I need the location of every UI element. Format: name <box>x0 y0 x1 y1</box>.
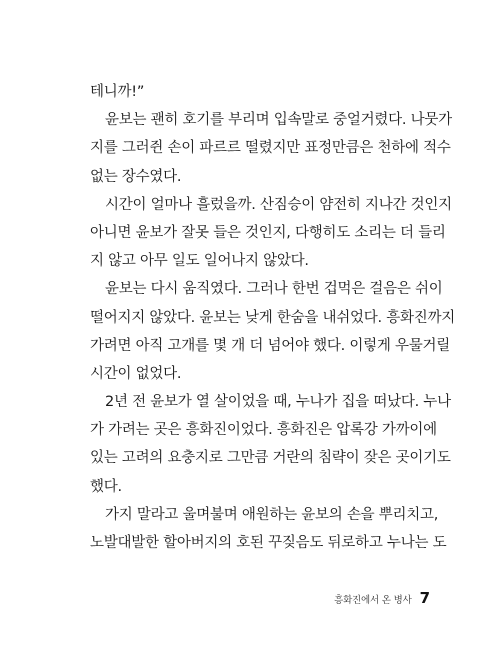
running-title: 흥화진에서 온 병사 <box>334 595 412 606</box>
text-line: 아니면 윤보가 잘못 들은 것인지, 다행히도 소리는 더 들리 <box>90 224 446 241</box>
text-line: 있는 고려의 요충지로 그만큼 거란의 침략이 잦은 곳이기도 <box>90 450 451 467</box>
text-line: 가려면 아직 고개를 몇 개 더 넘어야 했다. 이렇게 우물거릴 <box>90 337 451 354</box>
page-footer <box>334 589 430 607</box>
text-line: 테니까!” <box>90 84 145 100</box>
text-line: 지 않고 아무 일도 일어나지 않았다. <box>90 253 309 270</box>
text-line: 지를 그러쥔 손이 파르르 떨렸지만 표정만큼은 천하에 적수 <box>90 140 451 157</box>
text-line: 2년 전 윤보가 열 살이었을 때, 누나가 집을 떠났다. 누나 <box>105 394 451 411</box>
text-line: 시간이 얼마나 흘렀을까. 산짐승이 얌전히 지나간 것인지 <box>105 196 452 213</box>
text-line: 윤보는 괜히 호기를 부리며 입속말로 중얼거렸다. 나뭇가 <box>105 112 452 129</box>
text-line: 가 가려는 곳은 흥화진이었다. 흥화진은 압록강 가까이에 <box>90 422 437 439</box>
text-line: 가지 말라고 울며불며 애원하는 윤보의 손을 뿌리치고, <box>105 506 439 523</box>
text-line: 했다. <box>90 478 122 495</box>
text-line: 없는 장수였다. <box>90 168 182 185</box>
page-number: 7 <box>419 589 430 607</box>
text-line: 시간이 없었다. <box>90 365 182 382</box>
text-line: 윤보는 다시 움직였다. 그러나 한번 겁먹은 걸음은 쉬이 <box>105 281 443 298</box>
text-line: 떨어지지 않았다. 윤보는 낮게 한숨을 내쉬었다. 흥화진까지 <box>90 309 456 326</box>
body-text <box>90 78 456 557</box>
text-line: 노발대발한 할아버지의 호된 꾸짖음도 뒤로하고 누나는 도 <box>90 535 447 551</box>
